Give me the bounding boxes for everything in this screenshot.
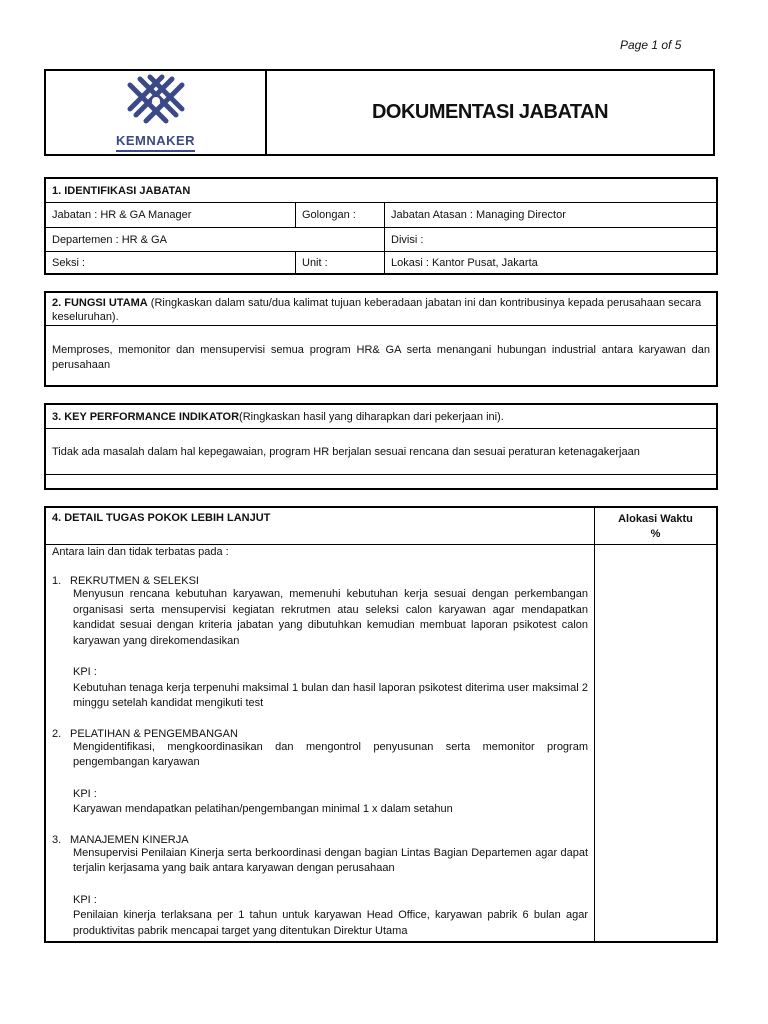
- section3-note: (Ringkaskan hasil yang diharapkan dari pekerjaan ini).: [239, 410, 504, 423]
- section-kpi: [44, 403, 718, 490]
- divisi-field: Divisi :: [391, 233, 424, 246]
- section2-note: (Ringkaskan dalam satu/dua kalimat tujuan keberadaan jabatan ini dan kontribusinya kepada perusahaan secara keseluruhan).: [52, 297, 702, 323]
- task-description: Mengidentifikasi, mengkoordinasikan dan mengontrol penyusunan serta memonitor program pengembangan karyawan: [73, 740, 588, 768]
- logo-text: KEMNAKER: [116, 133, 195, 152]
- golongan-field: Golongan :: [296, 203, 385, 227]
- task-kpi: Karyawan mendapatkan pelatihan/pengembangan minimal 1 x dalam setahun: [73, 803, 453, 815]
- section3-header: [46, 405, 716, 429]
- section2-text: Memproses, memonitor dan mensupervisi semua program HR& GA serta menangani hubungan industrial antara karyawan dan perusahaan: [52, 344, 710, 371]
- task-list: [46, 545, 595, 941]
- lokasi-field: Lokasi : Kantor Pusat, Jakarta: [391, 256, 538, 269]
- section4-body-row: [46, 545, 716, 941]
- unit-field: Unit :: [296, 252, 385, 273]
- task-intro: Antara lain dan tidak terbatas pada :: [52, 546, 229, 558]
- task-number: 1.: [52, 575, 62, 587]
- task-item: [52, 728, 588, 818]
- jabatan-field: Jabatan : HR & GA Manager: [46, 203, 296, 227]
- document-header: [44, 69, 715, 156]
- kpi-label: KPI :: [73, 666, 97, 678]
- section2-title: 2. FUNGSI UTAMA: [52, 297, 148, 309]
- departemen-field: Departemen : HR & GA: [46, 228, 385, 251]
- section4-header-row: [46, 508, 716, 545]
- section2-header: [46, 293, 716, 326]
- task-description: Menyusun rencana kebutuhan karyawan, memenuhi kebutuhan kerja sesuai dengan perkembangan organisasi serta mensupervisi kegiatan rekrutmen atau seleksi calon karyawan agar mendapatkan kandidat sesuai dengan kriteria jabatan yang dibutuhkan kemudian membuat laporan psikotest calon karyawan yang direkomendasikan: [73, 588, 588, 647]
- task-title: PELATIHAN & PENGEMBANGAN: [70, 727, 238, 740]
- jabatan-atasan-field: Jabatan Atasan : Managing Director: [391, 209, 566, 221]
- section3-text: Tidak ada masalah dalam hal kepegawaian, program HR berjalan sesuai rencana dan sesuai peraturan ketenagakerjaan: [46, 429, 716, 475]
- kpi-label: KPI :: [73, 787, 97, 800]
- task-number: 3.: [52, 833, 62, 846]
- section-identifikasi: [44, 177, 718, 275]
- document-title: DOKUMENTASI JABATAN: [371, 101, 609, 123]
- alokasi-waktu-header: Alokasi Waktu %: [618, 513, 693, 540]
- section3-title: 3. KEY PERFORMANCE INDIKATOR: [52, 410, 240, 423]
- task-item: [52, 834, 588, 940]
- task-item: [52, 575, 588, 712]
- section4-title: 4. DETAIL TUGAS POKOK LEBIH LANJUT: [46, 508, 595, 544]
- seksi-field: Seksi :: [46, 252, 296, 273]
- alokasi-waktu-column: [595, 545, 716, 941]
- section-fungsi-utama: [44, 291, 718, 387]
- task-kpi: Penilaian kinerja terlaksana per 1 tahun untuk karyawan Head Office, karyawan pabrik 6 bulan agar produktivitas pabrik mencapai target yang ditentukan Direktur Utama: [73, 909, 588, 937]
- task-title: REKRUTMEN & SELEKSI: [70, 575, 199, 587]
- kpi-label: KPI :: [73, 893, 97, 906]
- section1-title: 1. IDENTIFIKASI JABATAN: [52, 184, 191, 197]
- task-kpi: Kebutuhan tenaga kerja terpenuhi maksimal 1 bulan dan hasil laporan psikotest diterima user maksimal 2 minggu setelah kandidat mengikuti test: [73, 681, 588, 709]
- page-number: Page 1 of 5: [620, 38, 682, 52]
- logo-cell: [46, 71, 267, 154]
- kemnaker-logo-icon: [120, 73, 192, 131]
- section-detail-tugas: [44, 506, 718, 943]
- task-number: 2.: [52, 727, 62, 740]
- task-title: MANAJEMEN KINERJA: [70, 833, 189, 846]
- task-description: Mensupervisi Penilaian Kinerja serta berkoordinasi dengan bagian Lintas Bagian Departemen agar dapat terjalin kerjasama yang baik antara karyawan dengan perusahaan: [73, 846, 588, 874]
